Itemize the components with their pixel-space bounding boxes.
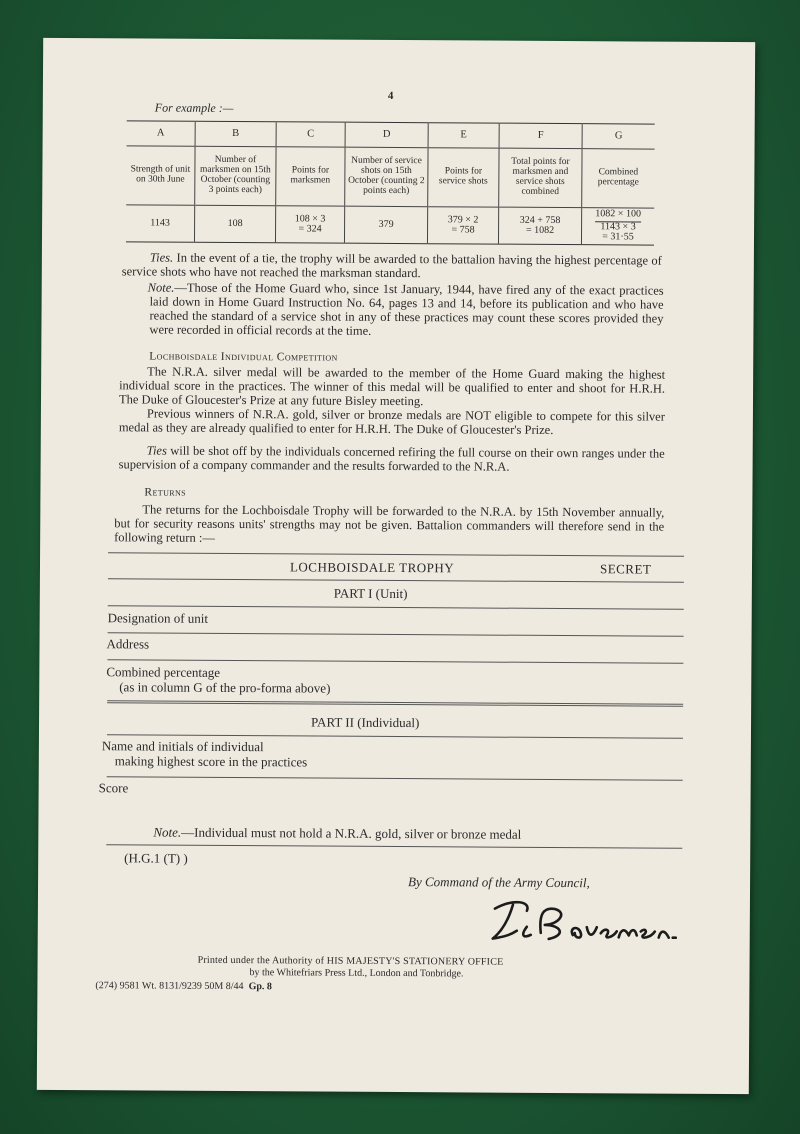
col-d-desc: Number of service shots on 15th October (counting 2 points each) [345, 147, 428, 207]
signature-image [483, 891, 683, 952]
col-g-numerator: 1082 × 100 [595, 209, 641, 222]
col-a-value: 1143 [126, 205, 195, 242]
command-line: By Command of the Army Council, [408, 874, 590, 891]
individual-paragraph-2: Previous winners of N.R.A. gold, silver or bronze medals are NOT eligible to compete for this silver medal as they are already qualified to enter for H.R.H. The Duke of Gloucester's Prize. [118, 406, 665, 437]
col-e-header: E [428, 123, 499, 148]
ties-paragraph [122, 250, 662, 281]
form-part-2: PART II (Individual) [310, 714, 420, 731]
col-g-value [581, 208, 654, 245]
printer-line-1: Printed under the Authority of HIS MAJESTY'S STATIONERY OFFICE [197, 954, 504, 968]
col-c-value-line2: = 324 [298, 223, 322, 235]
form-combined-label-1: Combined percentage [106, 664, 221, 680]
ties-text: In the event of a tie, the trophy will be awarded to the battalion having the highest percentage of service shots who have not reached the marksman standard. [121, 250, 662, 281]
table-description-row [126, 146, 654, 208]
col-d-header: D [345, 122, 428, 148]
form-name-label-1: Name and initials of individual [101, 738, 264, 755]
print-code [95, 980, 272, 992]
form-rule-1 [108, 578, 684, 583]
col-f-value-line2: = 1082 [525, 224, 555, 236]
form-rule-2 [108, 605, 684, 610]
returns-paragraph: The returns for the Lochboisdale Trophy will be forwarded to the N.R.A. by 15th November annually, but for security reasons units' strengths may not be given. Battalion commanders will therefore send in the following return :— [114, 502, 665, 545]
note-text: —Those of the Home Guard who, since 1st January, 1944, have fired any of the exact practices laid down in Home Guard Instruction No. 64, pages 13 and 14, before its publication and who have reached the standard of a service shot in any of these practices may count these scores provided they were recorded in official records at the time. [149, 280, 664, 338]
form-name-label-2: making highest score in the practices [114, 753, 308, 770]
individual-ties-text: will be shot off by the individuals concerned refiring the full course on their own ranges under the supervision of a company commander and the results forwarded to the N.R.A. [118, 443, 665, 474]
form-note [153, 825, 521, 842]
col-e-desc: Points for service shots [428, 148, 499, 207]
col-f-value [498, 207, 581, 245]
document-page [37, 38, 755, 1094]
form-classification: SECRET [599, 561, 652, 577]
form-rule-6 [107, 776, 683, 781]
print-code-text: (274) 9581 Wt. 8131/9239 50M 8/44 [95, 980, 244, 993]
form-note-text: —Individual must not hold a N.R.A. gold, silver or bronze medal [181, 824, 522, 842]
col-b-value: 108 [194, 205, 275, 242]
form-rule-3 [108, 632, 684, 637]
form-part-1: PART I (Unit) [333, 585, 408, 602]
col-e-value-line1: 379 × 2 [447, 213, 479, 225]
col-f-value-line1: 324 + 758 [519, 214, 561, 226]
form-designation-label: Designation of unit [107, 610, 209, 626]
col-g-header: G [582, 124, 655, 149]
col-c-value-line1: 108 × 3 [294, 212, 326, 225]
col-a-desc: Strength of unit on 30th June [126, 146, 195, 205]
col-c-value [275, 206, 344, 243]
table-values-row [126, 205, 654, 245]
col-f-header: F [499, 123, 582, 149]
form-score-label: Score [98, 780, 129, 796]
form-address-label: Address [106, 636, 150, 652]
form-rule-4 [107, 659, 683, 664]
col-d-value: 379 [344, 206, 427, 244]
note-paragraph [149, 280, 663, 339]
col-e-value-line2: = 758 [451, 224, 475, 236]
form-double-rule [107, 700, 683, 707]
pro-forma-table [126, 120, 655, 245]
form-bottom-rule [106, 844, 682, 849]
returns-heading: Returns [144, 486, 187, 499]
individual-competition-heading: Lochboisdale Individual Competition [149, 350, 338, 364]
individual-ties-label: Ties [146, 443, 167, 458]
page-number: 4 [387, 89, 394, 102]
col-b-desc: Number of marksmen on 15th October (counting 3 points each) [195, 146, 276, 205]
form-title: LOCHBOISDALE TROPHY [289, 559, 455, 576]
example-label: For example :— [154, 100, 234, 115]
ties-label: Ties. [149, 250, 174, 265]
individual-paragraph-1: The N.R.A. silver medal will be awarded to the member of the Home Guard making the highest individual score in the practices. The winner of this medal will be qualified to enter and shoot for H.R.H. The Duke of Gloucester's Prize at any future Bisley meeting. [118, 364, 666, 409]
individual-ties-paragraph [119, 443, 665, 474]
print-group: Gp. 8 [248, 981, 272, 993]
col-a-header: A [127, 121, 196, 146]
form-note-label: Note. [153, 824, 182, 840]
col-g-desc: Combined percentage [582, 149, 655, 208]
col-c-desc: Points for marksmen [276, 147, 345, 206]
col-b-header: B [195, 121, 276, 146]
col-g-result: = 31·55 [602, 231, 634, 243]
col-c-header: C [276, 122, 345, 147]
form-top-rule [108, 552, 684, 557]
form-combined-label-2: (as in column G of the pro-forma above) [119, 679, 331, 696]
form-reference: (H.G.1 (T) ) [124, 850, 188, 866]
table-header-row [127, 121, 655, 149]
col-g-denominator: 1143 × 3 [600, 220, 636, 233]
note-label: Note. [147, 280, 175, 295]
printer-line-2: by the Whitefriars Press Ltd., London and Tonbridge. [249, 967, 464, 980]
col-f-desc: Total points for marksmen and service shots combined [499, 148, 582, 208]
col-e-value [427, 207, 498, 244]
